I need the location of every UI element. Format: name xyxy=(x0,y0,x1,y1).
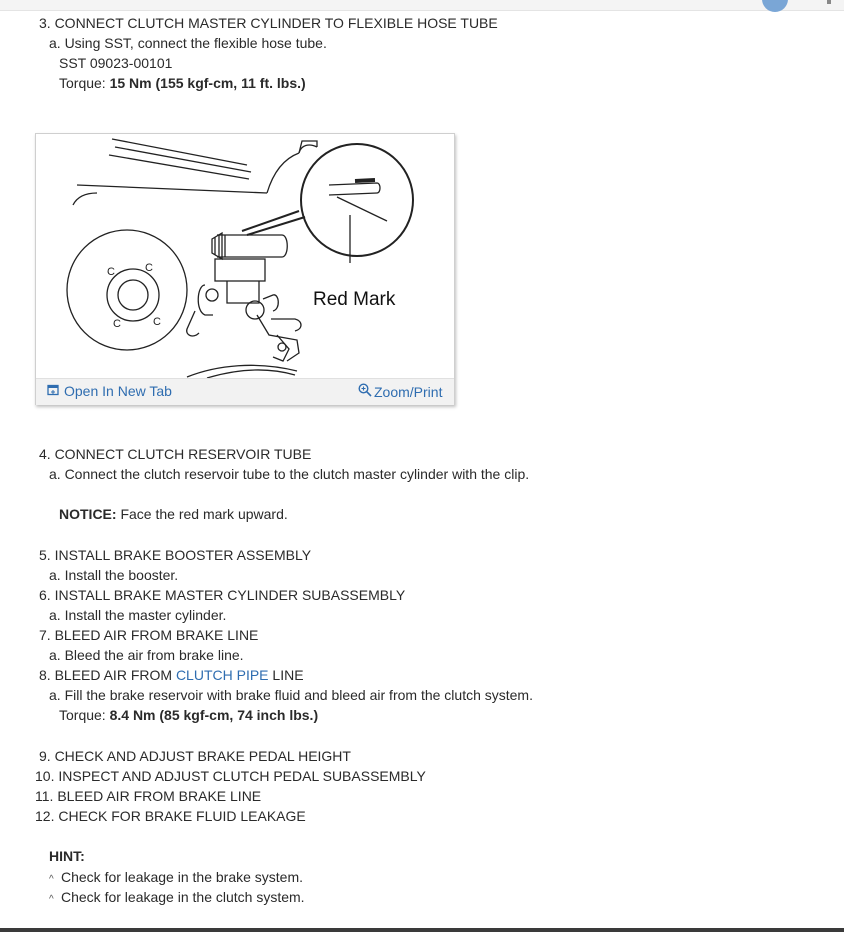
menu-dots-icon[interactable] xyxy=(827,0,831,4)
hint-item-text: Check for leakage in the brake system. xyxy=(61,869,304,885)
hint-item-text: Check for leakage in the clutch system. xyxy=(61,889,305,905)
zoom-print-label: Zoom/Print xyxy=(374,383,443,400)
notice-label: NOTICE: xyxy=(59,506,117,522)
torque-value: 15 Nm (155 kgf-cm, 11 ft. lbs.) xyxy=(109,75,306,91)
hint-item xyxy=(49,887,305,907)
step-7-title: 7. BLEED AIR FROM BRAKE LINE xyxy=(39,627,259,643)
step-9-title: 9. CHECK AND ADJUST BRAKE PEDAL HEIGHT xyxy=(39,748,351,764)
step-7-a: a. Bleed the air from brake line. xyxy=(49,647,244,663)
red-mark-label: Red Mark xyxy=(313,289,396,310)
step-3-a: a. Using SST, connect the flexible hose tube. xyxy=(49,35,327,51)
step-8-torque xyxy=(59,705,318,725)
bottom-edge xyxy=(0,928,844,932)
step-11-title: 11. BLEED AIR FROM BRAKE LINE xyxy=(35,788,262,804)
zoom-print-button[interactable] xyxy=(358,383,442,400)
step-4-notice xyxy=(59,504,288,524)
torque-value: 8.4 Nm (85 kgf-cm, 74 inch lbs.) xyxy=(109,707,319,723)
step-6-title: 6. INSTALL BRAKE MASTER CYLINDER SUBASSEMBLY xyxy=(39,587,406,603)
zoom-plus-icon xyxy=(358,383,372,400)
step-3-torque xyxy=(59,73,306,93)
step-8-title-prefix: 8. BLEED AIR FROM xyxy=(39,667,176,683)
step-6-a: a. Install the master cylinder. xyxy=(49,607,227,623)
bullet-caret: ^ xyxy=(49,894,54,905)
svg-text:C: C xyxy=(153,316,161,328)
step-10-title: 10. INSPECT AND ADJUST CLUTCH PEDAL SUBASSEMBLY xyxy=(35,768,426,784)
torque-label: Torque: xyxy=(59,707,110,723)
step-8-title xyxy=(39,665,304,685)
step-3-sst: SST 09023-00101 xyxy=(59,55,173,71)
step-5-a: a. Install the booster. xyxy=(49,567,179,583)
step-5-title: 5. INSTALL BRAKE BOOSTER ASSEMBLY xyxy=(39,547,312,563)
step-4-a: a. Connect the clutch reservoir tube to the clutch master cylinder with the clip. xyxy=(49,466,530,482)
step-4-title: 4. CONNECT CLUTCH RESERVOIR TUBE xyxy=(39,446,312,462)
torque-label: Torque: xyxy=(59,75,110,91)
clutch-hose-illustration xyxy=(37,135,453,378)
step-3-title: 3. CONNECT CLUTCH MASTER CYLINDER TO FLEXIBLE HOSE TUBE xyxy=(39,15,498,31)
notice-text: Face the red mark upward. xyxy=(116,506,288,522)
open-in-new-tab-icon xyxy=(47,383,59,399)
step-8-title-suffix: LINE xyxy=(268,667,304,683)
profile-avatar[interactable] xyxy=(762,0,788,12)
open-in-new-tab-button[interactable] xyxy=(47,383,172,399)
svg-text:C: C xyxy=(107,266,115,278)
figure-toolbar xyxy=(36,378,454,405)
svg-text:C: C xyxy=(113,318,121,330)
hint-label: HINT: xyxy=(49,848,85,864)
open-in-new-tab-label: Open In New Tab xyxy=(64,383,172,399)
clutch-hose-figure xyxy=(35,133,455,405)
hint-item xyxy=(49,867,303,887)
clutch-pipe-link[interactable]: CLUTCH PIPE xyxy=(175,667,269,683)
step-12-title: 12. CHECK FOR BRAKE FLUID LEAKAGE xyxy=(35,808,306,824)
bullet-caret: ^ xyxy=(49,874,54,885)
step-8-a: a. Fill the brake reservoir with brake fluid and bleed air from the clutch system. xyxy=(49,687,533,703)
top-toolbar xyxy=(0,0,844,11)
svg-text:C: C xyxy=(145,262,153,274)
